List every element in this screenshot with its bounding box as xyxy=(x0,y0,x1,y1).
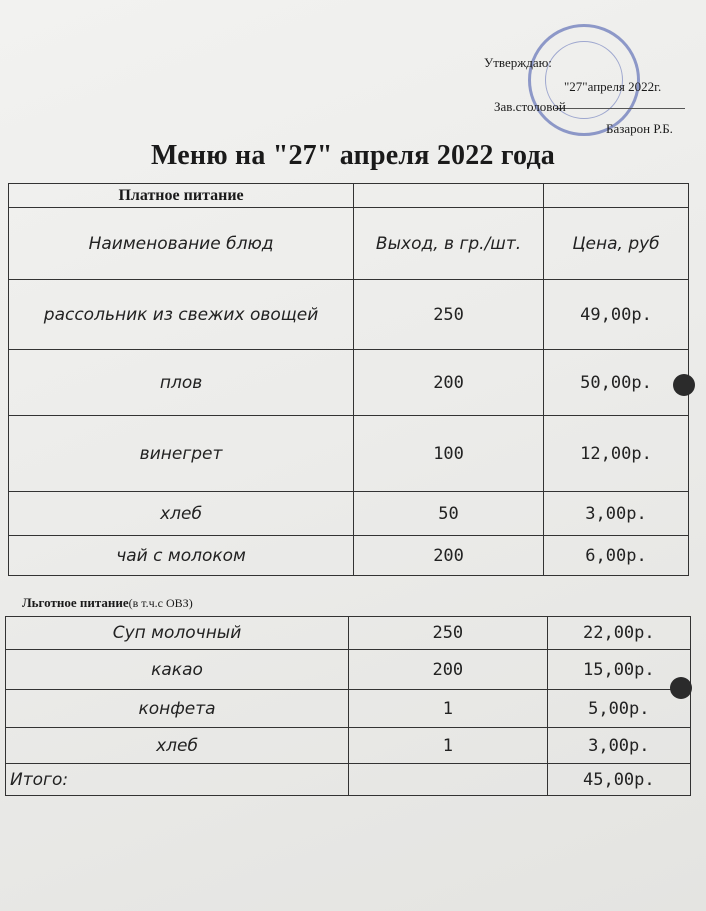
approval-block xyxy=(484,52,684,147)
dish-name: рассольник из свежих овощей xyxy=(9,280,354,350)
dish-output: 50 xyxy=(354,492,544,536)
dish-price: 15,00р. xyxy=(547,650,690,690)
dish-price: 5,00р. xyxy=(547,690,690,728)
approve-position: Зав.столовой xyxy=(494,99,566,114)
benefit-section-note: (в т.ч.с ОВЗ) xyxy=(128,596,193,610)
table-row xyxy=(9,492,689,536)
dish-price: 50,00р. xyxy=(544,350,689,416)
total-row xyxy=(6,764,691,796)
total-value: 45,00р. xyxy=(547,764,690,796)
dish-price: 3,00р. xyxy=(544,492,689,536)
dish-price: 49,00р. xyxy=(544,280,689,350)
approve-date: "27"апреля 2022г. xyxy=(564,79,662,94)
total-label: Итого: xyxy=(6,764,349,796)
benefit-section-title xyxy=(22,595,193,611)
dish-name: чай с молоком xyxy=(9,536,354,576)
table-row xyxy=(9,536,689,576)
dish-output: 200 xyxy=(349,650,548,690)
dish-price: 22,00р. xyxy=(547,617,690,650)
approve-label: Утверждаю: xyxy=(484,55,552,70)
dish-output: 1 xyxy=(349,728,548,764)
table-row xyxy=(6,650,691,690)
col-header-output: Выход, в гр./шт. xyxy=(354,208,544,280)
dish-name: хлеб xyxy=(9,492,354,536)
paid-menu-table xyxy=(8,183,689,576)
table-row xyxy=(9,350,689,416)
table-row xyxy=(6,690,691,728)
col-header-price: Цена, руб xyxy=(544,208,689,280)
dish-name: Суп молочный xyxy=(6,617,349,650)
table-row xyxy=(6,728,691,764)
magnet-dot-icon xyxy=(673,374,695,396)
benefit-section-label: Льготное питание xyxy=(22,595,129,610)
dish-output: 1 xyxy=(349,690,548,728)
page-title: Меню на "27" апреля 2022 года xyxy=(150,140,556,171)
dish-name: конфета xyxy=(6,690,349,728)
dish-price: 6,00р. xyxy=(544,536,689,576)
magnet-dot-icon xyxy=(670,677,692,699)
table-row xyxy=(6,617,691,650)
dish-name: винегрет xyxy=(9,416,354,492)
paid-section-label: Платное питание xyxy=(9,184,354,208)
dish-name: какао xyxy=(6,650,349,690)
dish-output: 200 xyxy=(354,350,544,416)
approve-name: Базарон Р.Б. xyxy=(606,121,673,136)
dish-output: 100 xyxy=(354,416,544,492)
col-header-name: Наименование блюд xyxy=(9,208,354,280)
dish-name: хлеб xyxy=(6,728,349,764)
benefit-menu-table xyxy=(5,616,691,796)
dish-output: 250 xyxy=(354,280,544,350)
dish-price: 12,00р. xyxy=(544,416,689,492)
table-row xyxy=(9,280,689,350)
header-row xyxy=(9,208,689,280)
dish-name: плов xyxy=(9,350,354,416)
dish-price: 3,00р. xyxy=(547,728,690,764)
dish-output: 200 xyxy=(354,536,544,576)
table-row xyxy=(9,416,689,492)
paid-section-row xyxy=(9,184,689,208)
dish-output: 250 xyxy=(349,617,548,650)
